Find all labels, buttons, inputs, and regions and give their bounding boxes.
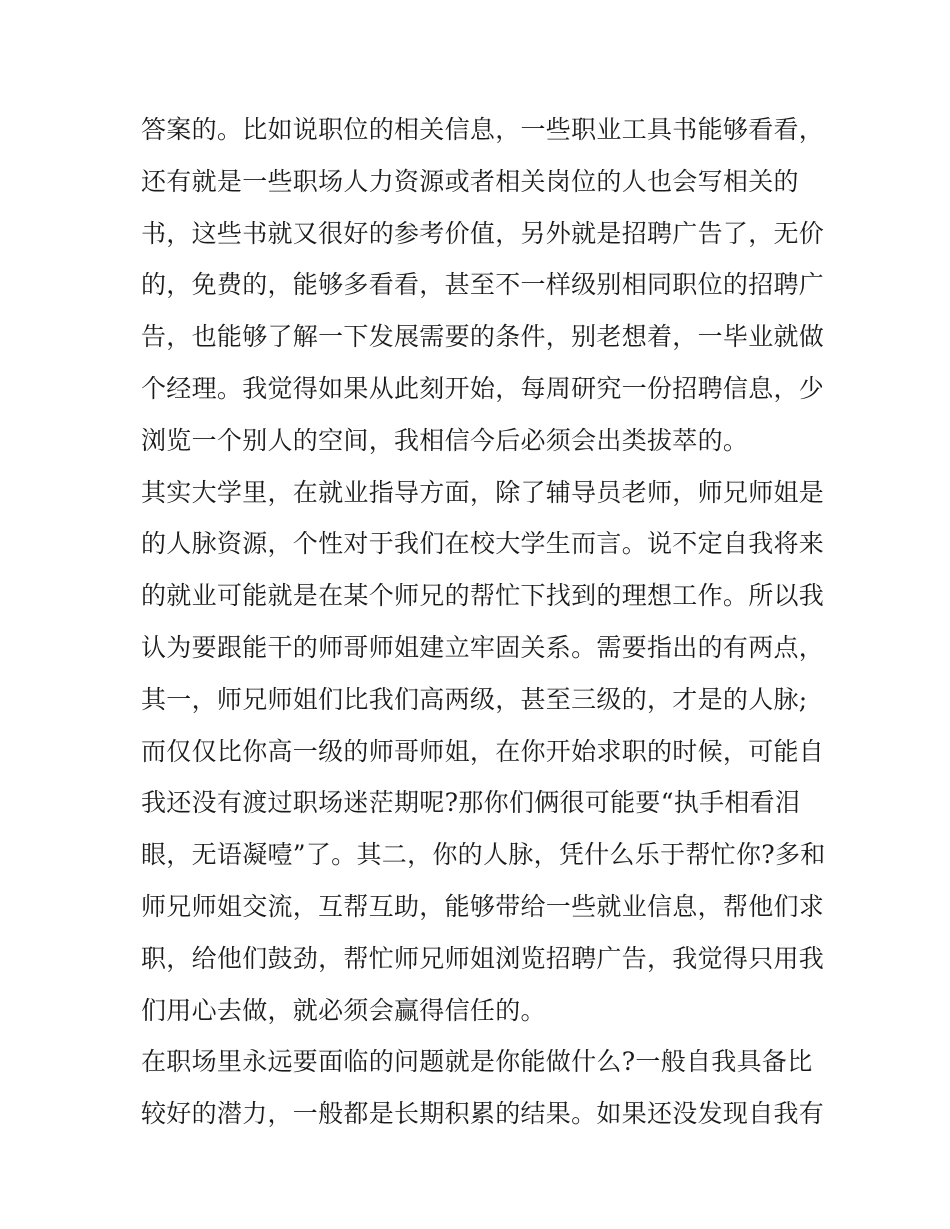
text-line: 个经理。我觉得如果从此刻开始，每周研究一份招聘信息，少 — [141, 373, 825, 403]
body-text — [141, 104, 826, 1140]
text-line: 我还没有渡过职场迷茫期呢?那你们俩很可能要“执手相看泪 — [141, 788, 801, 818]
text-line: 其一，师兄师姐们比我们高两级，甚至三级的，才是的人脉; — [141, 684, 808, 714]
text-line: 的就业可能就是在某个师兄的帮忙下找到的理想工作。所以我 — [141, 581, 825, 611]
text-line: 浏览一个别人的空间，我相信今后必须会出类拔萃的。 — [141, 425, 749, 455]
text-line: 告，也能够了解一下发展需要的条件，别老想着，一毕业就做 — [141, 322, 825, 352]
text-line: 认为要跟能干的师哥师姐建立牢固关系。需要指出的有两点， — [141, 632, 825, 662]
text-line: 而仅仅比你高一级的师哥师姐，在你开始求职的时候，可能自 — [141, 736, 825, 766]
text-line: 眼，无语凝噎”了。其二，你的人脉，凭什么乐于帮忙你?多和 — [141, 840, 826, 870]
text-line: 书，这些书就又很好的参考价值，另外就是招聘广告了，无价 — [141, 218, 825, 248]
text-line: 们用心去做，就必须会赢得信任的。 — [141, 995, 546, 1025]
text-line: 师兄师姐交流，互帮互助，能够带给一些就业信息，帮他们求 — [141, 891, 825, 921]
text-line: 答案的。比如说职位的相关信息，一些职业工具书能够看看， — [141, 115, 825, 144]
text-line: 的人脉资源，个性对于我们在校大学生而言。说不定自我将来 — [141, 529, 825, 559]
text-line: 在职场里永远要面临的问题就是你能做什么?一般自我具备比 — [141, 1047, 813, 1077]
text-line: 职，给他们鼓劲，帮忙师兄师姐浏览招聘广告，我觉得只用我 — [141, 943, 825, 973]
text-line: 的，免费的，能够多看看，甚至不一样级别相同职位的招聘广 — [141, 270, 825, 300]
text-line: 还有就是一些职场人力资源或者相关岗位的人也会写相关的 — [141, 166, 799, 196]
text-line: 较好的潜力，一般都是长期积累的结果。如果还没发现自我有 — [141, 1099, 825, 1129]
text-line: 其实大学里，在就业指导方面，除了辅导员老师，师兄师姐是 — [141, 477, 825, 507]
